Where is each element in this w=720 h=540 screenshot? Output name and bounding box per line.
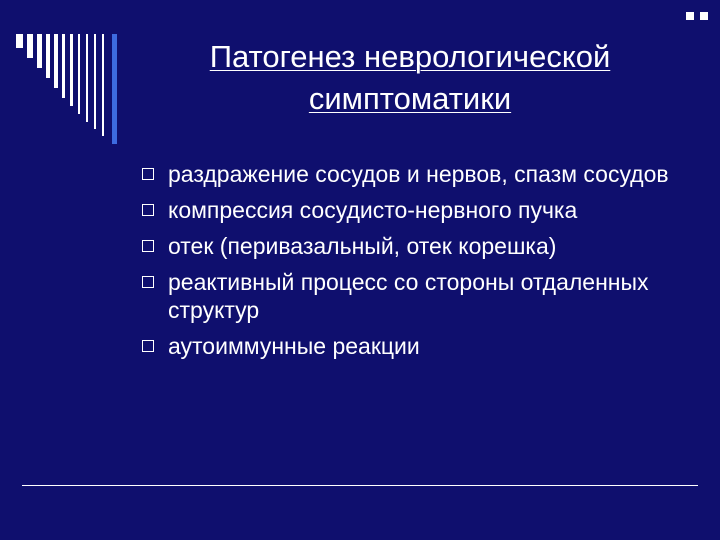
bullet-text: отек (перивазальный, отек корешка) bbox=[168, 233, 557, 259]
bullet-text: компрессия сосудисто-нервного пучка bbox=[168, 197, 578, 223]
title-line: Патогенез неврологической bbox=[209, 39, 611, 74]
bullet-text: раздражение сосудов и нервов, спазм сосудов bbox=[168, 161, 669, 187]
decor-bar bbox=[78, 34, 80, 114]
decor-bar bbox=[54, 34, 58, 88]
corner-square bbox=[700, 12, 708, 20]
slide-title bbox=[130, 36, 690, 120]
footer-divider bbox=[22, 485, 698, 486]
title-line: симптоматики bbox=[308, 81, 512, 116]
decor-bar bbox=[62, 34, 65, 98]
hollow-square-icon bbox=[142, 276, 154, 288]
hollow-square-icon bbox=[142, 204, 154, 216]
bullet-item bbox=[142, 196, 702, 224]
hollow-square-icon bbox=[142, 340, 154, 352]
hollow-square-icon bbox=[142, 168, 154, 180]
decor-bar bbox=[46, 34, 50, 78]
bullet-item bbox=[142, 232, 702, 260]
decor-bar bbox=[37, 34, 42, 68]
bullet-item bbox=[142, 332, 702, 360]
decor-bar bbox=[16, 34, 23, 48]
decor-bar bbox=[27, 34, 33, 58]
bullet-item bbox=[142, 268, 702, 324]
decor-bar bbox=[102, 34, 104, 136]
decor-bar bbox=[86, 34, 88, 122]
bullet-text: аутоиммунные реакции bbox=[168, 333, 420, 359]
bullet-item bbox=[142, 160, 702, 188]
decorative-bars bbox=[16, 34, 120, 146]
bullet-list bbox=[142, 160, 702, 368]
bullet-text: реактивный процесс со стороны отдаленных структур bbox=[168, 269, 649, 323]
hollow-square-icon bbox=[142, 240, 154, 252]
corner-square bbox=[686, 12, 694, 20]
decor-bar bbox=[94, 34, 96, 129]
accent-bar bbox=[112, 34, 117, 144]
decor-bar bbox=[70, 34, 73, 106]
